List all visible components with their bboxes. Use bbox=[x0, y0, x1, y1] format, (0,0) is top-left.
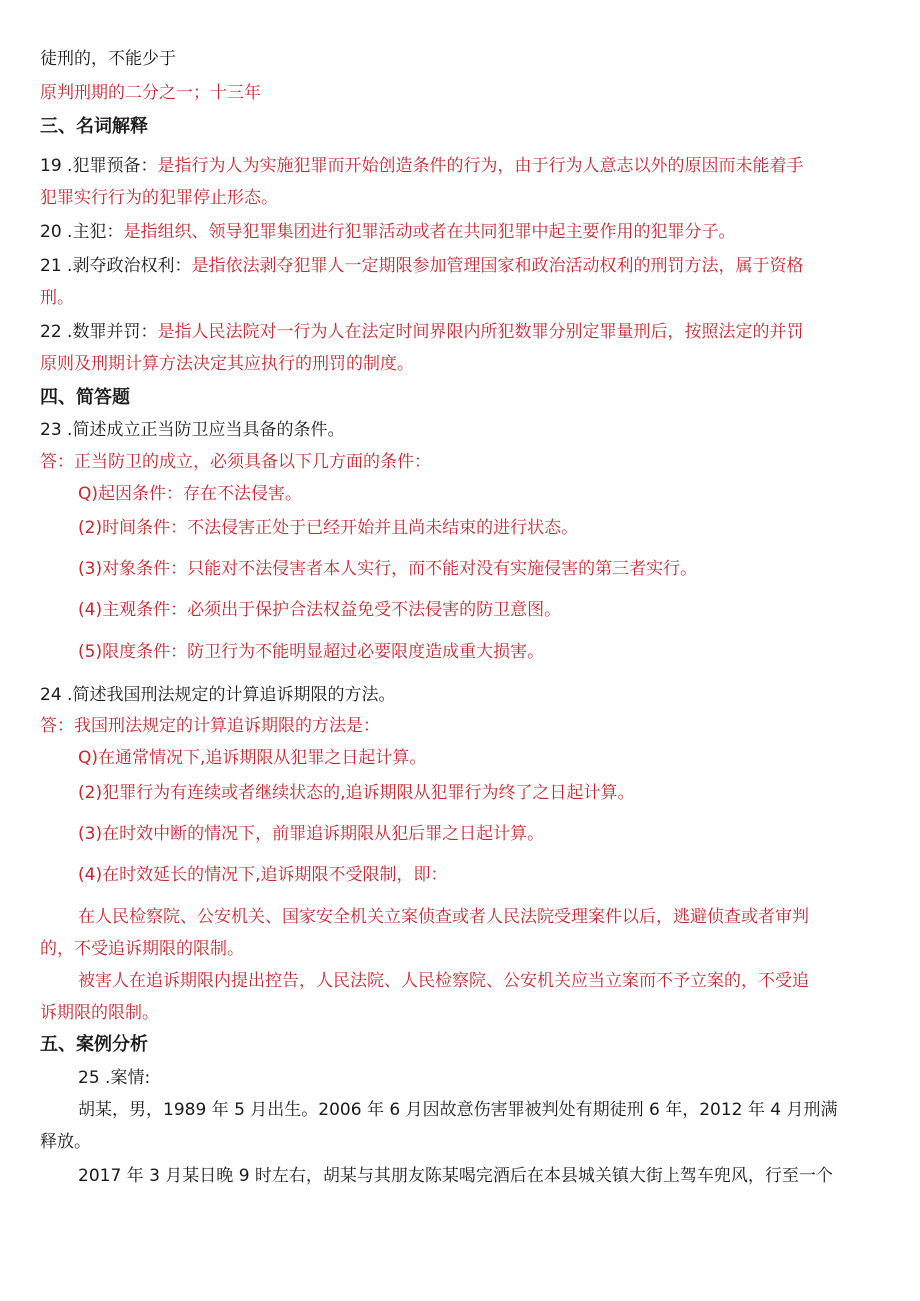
top-line-1: 徒刑的，不能少于 bbox=[40, 49, 176, 69]
q21-line-2: 刑。 bbox=[40, 288, 74, 308]
q23-item-5: (5)限度条件：防卫行为不能明显超过必要限度造成重大损害。 bbox=[78, 642, 545, 662]
q25-label: 25 .案情: bbox=[78, 1068, 151, 1088]
section-5-heading: 五、案例分析 bbox=[40, 1034, 148, 1055]
q24-para-1-line-1: 在人民检察院、公安机关、国家安全机关立案侦查或者人民法院受理案件以后，逃避侦查或者审判 bbox=[78, 907, 809, 927]
case-para-1-line-2: 释放。 bbox=[40, 1132, 91, 1152]
q24-para-1-line-2: 的，不受追诉期限的限制。 bbox=[40, 939, 244, 959]
top-line-2: 原判刑期的二分之一；十三年 bbox=[40, 83, 261, 103]
q24-para-2-line-2: 诉期限的限制。 bbox=[40, 1003, 159, 1023]
q20-line-1 bbox=[40, 221, 735, 243]
section-3-heading: 三、名词解释 bbox=[40, 116, 148, 137]
q24-item-3: (3)在时效中断的情况下，前罪追诉期限从犯后罪之日起计算。 bbox=[78, 824, 545, 844]
q21-term: 21 .剥夺政治权利： bbox=[40, 256, 192, 276]
section-4-heading: 四、简答题 bbox=[40, 387, 130, 408]
q20-term: 20 .主犯： bbox=[40, 222, 124, 242]
q24-item-4: (4)在时效延长的情况下,追诉期限不受限制，即： bbox=[78, 865, 448, 885]
q24-question: 24 .简述我国刑法规定的计算追诉期限的方法。 bbox=[40, 685, 396, 705]
q19-term: 19 .犯罪预备： bbox=[40, 156, 158, 176]
q22-line-1 bbox=[40, 321, 803, 343]
q23-question: 23 .简述成立正当防卫应当具备的条件。 bbox=[40, 420, 345, 440]
q23-item-1: Q)起因条件：存在不法侵害。 bbox=[78, 484, 303, 504]
q24-item-2: (2)犯罪行为有连续或者继续状态的,追诉期限从犯罪行为终了之日起计算。 bbox=[78, 783, 635, 803]
q22-line-2: 原则及刑期计算方法决定其应执行的刑罚的制度。 bbox=[40, 354, 414, 374]
q24-answer-intro: 答：我国刑法规定的计算追诉期限的方法是： bbox=[40, 716, 380, 736]
q19-line-1 bbox=[40, 155, 803, 177]
q24-para-2-line-1: 被害人在追诉期限内提出控告，人民法院、人民检察院、公安机关应当立案而不予立案的，不受追 bbox=[78, 971, 809, 991]
q23-item-2: (2)时间条件：不法侵害正处于已经开始并且尚未结束的进行状态。 bbox=[78, 518, 579, 538]
q23-answer-intro: 答：正当防卫的成立，必须具备以下几方面的条件： bbox=[40, 452, 431, 472]
q23-item-3: (3)对象条件：只能对不法侵害者本人实行，而不能对没有实施侵害的第三者实行。 bbox=[78, 559, 698, 579]
q21-definition: 是指依法剥夺犯罪人一定期限参加管理国家和政治活动权利的刑罚方法，属于资格 bbox=[191, 256, 804, 276]
q24-item-1: Q)在通常情况下,追诉期限从犯罪之日起计算。 bbox=[78, 748, 427, 768]
q23-item-4: (4)主观条件：必须出于保护合法权益免受不法侵害的防卫意图。 bbox=[78, 600, 562, 620]
q19-line-2: 犯罪实行行为的犯罪停止形态。 bbox=[40, 188, 278, 208]
case-para-2-line-1: 2017 年 3 月某日晚 9 时左右，胡某与其朋友陈某喝完酒后在本县城关镇大街上驾车兜风，行至一个 bbox=[78, 1166, 833, 1186]
case-para-1-line-1: 胡某，男，1989 年 5 月出生。2006 年 6 月因故意伤害罪被判处有期徒刑 6 年，2012 年 4 月刑满 bbox=[78, 1100, 838, 1120]
q19-definition: 是指行为人为实施犯罪而开始创造条件的行为，由于行为人意志以外的原因而未能着手 bbox=[157, 156, 804, 176]
q22-definition: 是指人民法院对一行为人在法定时间界限内所犯数罪分别定罪量刑后，按照法定的并罚 bbox=[157, 322, 804, 342]
q22-term: 22 .数罪并罚： bbox=[40, 322, 158, 342]
q21-line-1 bbox=[40, 255, 803, 277]
q20-definition: 是指组织、领导犯罪集团进行犯罪活动或者在共同犯罪中起主要作用的犯罪分子。 bbox=[123, 222, 736, 242]
